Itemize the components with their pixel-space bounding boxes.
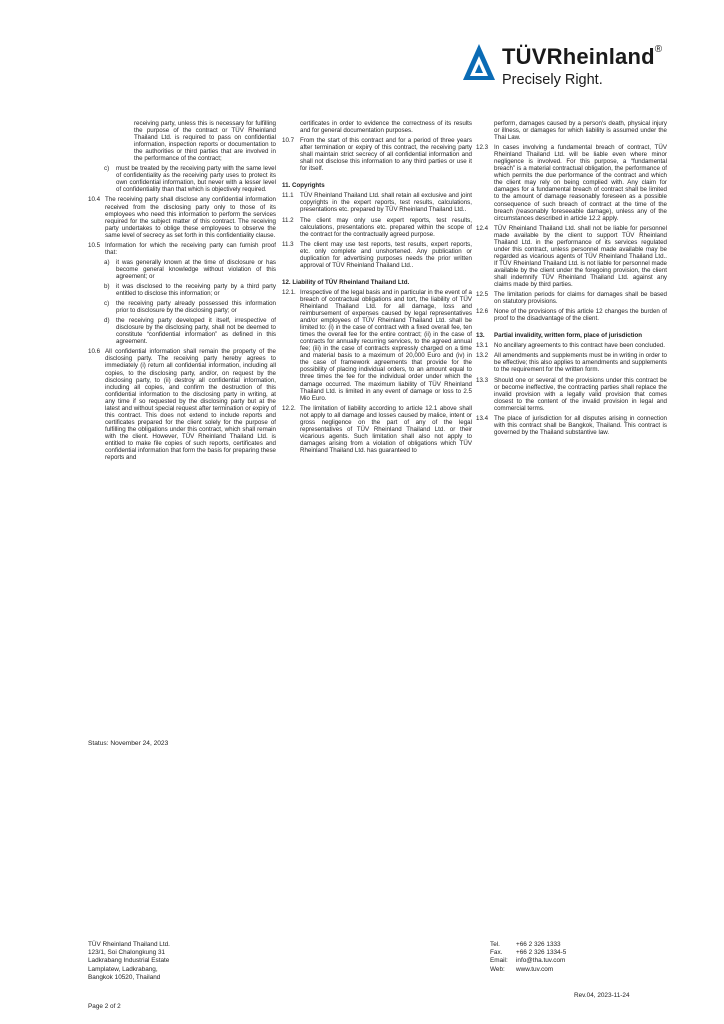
address-line: Ladkrabang Industrial Estate [88, 957, 170, 965]
list-item: d) the receiving party developed it itself, irrespective of disclosure by the disclosing party, shall not be deemed to constitute “confidential information” as defined in this agreement. [104, 317, 276, 346]
list-item: b) it was disclosed to the receiving party by a third party entitled to disclose this information; or [104, 282, 276, 298]
clause-13-4: 13.4 The place of jurisdiction for all disputes arising in connection with this contract shall be Bangkok, Thailand. This contract is governed by the Thailand substantive law. [476, 414, 667, 436]
column-1 [88, 120, 276, 461]
phone-line: Tel. +66 2 326 1333 [490, 941, 561, 948]
tuv-logo [462, 40, 682, 100]
paragraph-continuation: receiving party, unless this is necessary for fulfilling the purpose of the contract or TÜV Rheinland Thailand Ltd. is required to pass on confidential information, inspection reports or documentation to the authorities or third parties that are involved in the performance of the contract; [134, 120, 276, 163]
paragraph-continuation: certificates in order to evidence the correctness of its results and for general documentation purposes. [300, 120, 472, 135]
clause-13-3: 13.3 Should one or several of the provisions under this contract be or become ineffective, the contracting parties shall replace the invalid provision with a legally valid provision that comes closest to the content of the invalid provision in legal and commercial terms. [476, 376, 667, 412]
clause-12-6: 12.6 None of the provisions of this article 12 changes the burden of proof to the disadvantage of the client. [476, 308, 667, 323]
brand-tagline: Precisely Right. [502, 72, 603, 88]
clause-12-4: 12.4 TÜV Rheinland Thailand Ltd. shall not be liable for personnel made available by the client to support TÜV Rheinland Thailand Ltd. in the performance of its services regulated under this contract, unless personnel made available may be regarded as vicarious agents of TÜV Rheinland Thailand Ltd.. If TÜV Rheinland Thailand Ltd. is not liable for personnel made available by the client under the foregoing provision, the client shall indemnify TÜV Rheinland Thailand Ltd. against any claims made by third parties. [476, 224, 667, 289]
section-heading-copyrights: 11. Copyrights [282, 182, 325, 190]
address-line: 123/1, Soi Chalongkung 31 [88, 949, 166, 957]
fax-line: Fax. +66 2 326 1334-5 [490, 949, 567, 957]
clause-11-3: 11.3 The client may use test reports, test results, expert reports, etc. only complete and unshortened. Any publication or duplication for advertising purposes needs the prior written approval of TÜV Rheinland Thailand Ltd.. [282, 240, 472, 269]
clause-10-5: 10.5 Information for which the receiving party can furnish proof that: [88, 241, 276, 256]
page-number: Page 2 of 2 [88, 1003, 121, 1010]
clause-13-1: 13.1 No ancillary agreements to this contract have been concluded. [476, 342, 665, 350]
clause-12-1: 12.1. Irrespective of the legal basis and in particular in the event of a breach of contractual obligations and tort, the liability of TÜV Rheinland Thailand Ltd. for all damage, loss and reimbursement of expenses caused by legal representatives and/or employees of TÜV Rheinland Thailand Ltd. shall be limited to: (i) in the case of contract with a fixed overall fee, ten times the overall fee for the entire contract; (ii) in the case of contracts for annually recurring services, to the agreed annual fee; (iii) in the case of contracts expressly charged on a time and material basis to a maximum of 20,000 Euro and (iv) in the case of framework agreements that provide for the possibility of placing individual orders, to an amount equal to three times the fee for the individual order under which the damage occurred. The maximum liability of TÜV Rheinland Thailand Ltd. is limited in any event of damage or loss to 2.5 Mio Euro. [282, 288, 472, 402]
contact-info [490, 941, 566, 974]
address-line: Lamplatew, Ladkrabang, [88, 965, 158, 973]
registered-mark: ® [654, 44, 663, 55]
triangle-logo-icon [462, 42, 496, 82]
list-item: c) the receiving party already possessed this information prior to disclosure by the disclosing party; or [104, 300, 276, 315]
section-heading-partial-invalidity: 13. Partial invalidity, written form, place of jurisdiction [476, 332, 643, 340]
web-line: Web: www.tuv.com [490, 965, 554, 973]
paragraph-continuation: perform, damages caused by a person's death, physical injury or illness, or damages for which liability is assumed under the Thai Law. [494, 120, 667, 142]
address-line: TÜV Rheinland Thailand Ltd. [88, 941, 170, 948]
clause-10-7: 10.7 From the start of this contract and for a period of three years after termination or expiry of this contract, the receiving party shall maintain strict secrecy of all confidential information and shall not disclose this information to any third parties or use it for itself. [282, 137, 472, 173]
clause-12-2: 12.2. The limitation of liability according to article 12.1 above shall not apply to all damage and losses caused by malice, intent or gross negligence on the part of any of the legal representatives of TÜV Rheinland Thailand Ltd. or their vicarious agents. Such limitation shall also not apply to damages arising from a violation of obligations which TÜV Rheinland Thailand Ltd. has guaranteed to [282, 404, 472, 454]
clause-11-2: 11.2 The client may only use expert reports, test results, calculations, presentations etc. prepared within the scope of the contract for the contractually agreed purpose. [282, 216, 472, 238]
email-line: Email: info@tha.tuv.com [490, 957, 566, 965]
clause-10-4: 10.4 The receiving party shall disclose any confidential information received from the disclosing party only to those of its employees who need this information to perform the services required for the subject matter of this contract. The receiving party undertakes to oblige these employees to observe the same level of secrecy as set forth in this confidentiality clause. [88, 196, 276, 239]
clause-12-3: 12.3 In cases involving a fundamental breach of contract, TÜV Rheinland Thailand Ltd. will be liable even where minor negligence is involved. For this purpose, a “fundamental breach” is a material contractual obligation, the performance of which permits the due performance of the contract and which the client may rely on being complied with. Any claim for damages for a fundamental breach of contract shall be limited to the amount of damage reasonably foreseen as a possible consequence of such breach of contract at the time of the breach (reasonably foreseeable damage), unless any of the circumstances described in article 12.2 apply. [476, 144, 667, 222]
clause-11-1: 11.1 TÜV Rheinland Thailand Ltd. shall retain all exclusive and joint copyrights in the expert reports, test results, calculations, presentations etc. prepared by TÜV Rheinland Thailand Ltd.. [282, 192, 472, 214]
list-item: a) it was generally known at the time of disclosure or has become general knowledge without violation of this agreement; or [104, 258, 276, 280]
section-heading-liability: 12. Liability of TÜV Rheinland Thailand Ltd. [282, 278, 410, 286]
clause-12-5: 12.5 The limitation periods for claims for damages shall be based on statutory provisions. [476, 291, 667, 306]
clause-10-6: 10.6 All confidential information shall remain the property of the disclosing party. The receiving party hereby agrees to immediately (i) return all confidential information, including all copies, to the disclosing party, and/or, on request by the disclosing party, to (ii) destroy all confidential information, including all copies, and confirm the destruction of this confidential information to the disclosing party in writing, at any time if so requested by the disclosing party but at the latest and without special request after termination or expiry of this contract. This does not extend to include reports and certificates prepared for the client solely for the purpose of fulfilling the obligations under this contract, which shall remain with the client. However, TÜV Rheinland Thailand Ltd. is entitled to make file copies of such reports, certificates and confidential information that form the basis for preparing these reports and [88, 348, 276, 462]
column-2 [282, 120, 472, 454]
address-line: Bangkok 10520, Thailand [88, 973, 161, 981]
brand-name: TÜVRheinland® [502, 44, 663, 69]
revision-label: Rev.04, 2023-11-24 [574, 992, 630, 999]
list-item: c) must be treated by the receiving party with the same level of confidentiality as the receiving party uses to protect its own confidential information, but never with a lesser level of confidentiality than that which is objectively required. [104, 165, 276, 194]
company-address [88, 941, 170, 982]
status-date: Status: November 24, 2023 [88, 740, 169, 747]
clause-13-2: 13.2 All amendments and supplements must be in writing in order to be effective; this also applies to amendments and supplements to the requirement for the written form. [476, 352, 667, 374]
column-3 [476, 120, 667, 436]
